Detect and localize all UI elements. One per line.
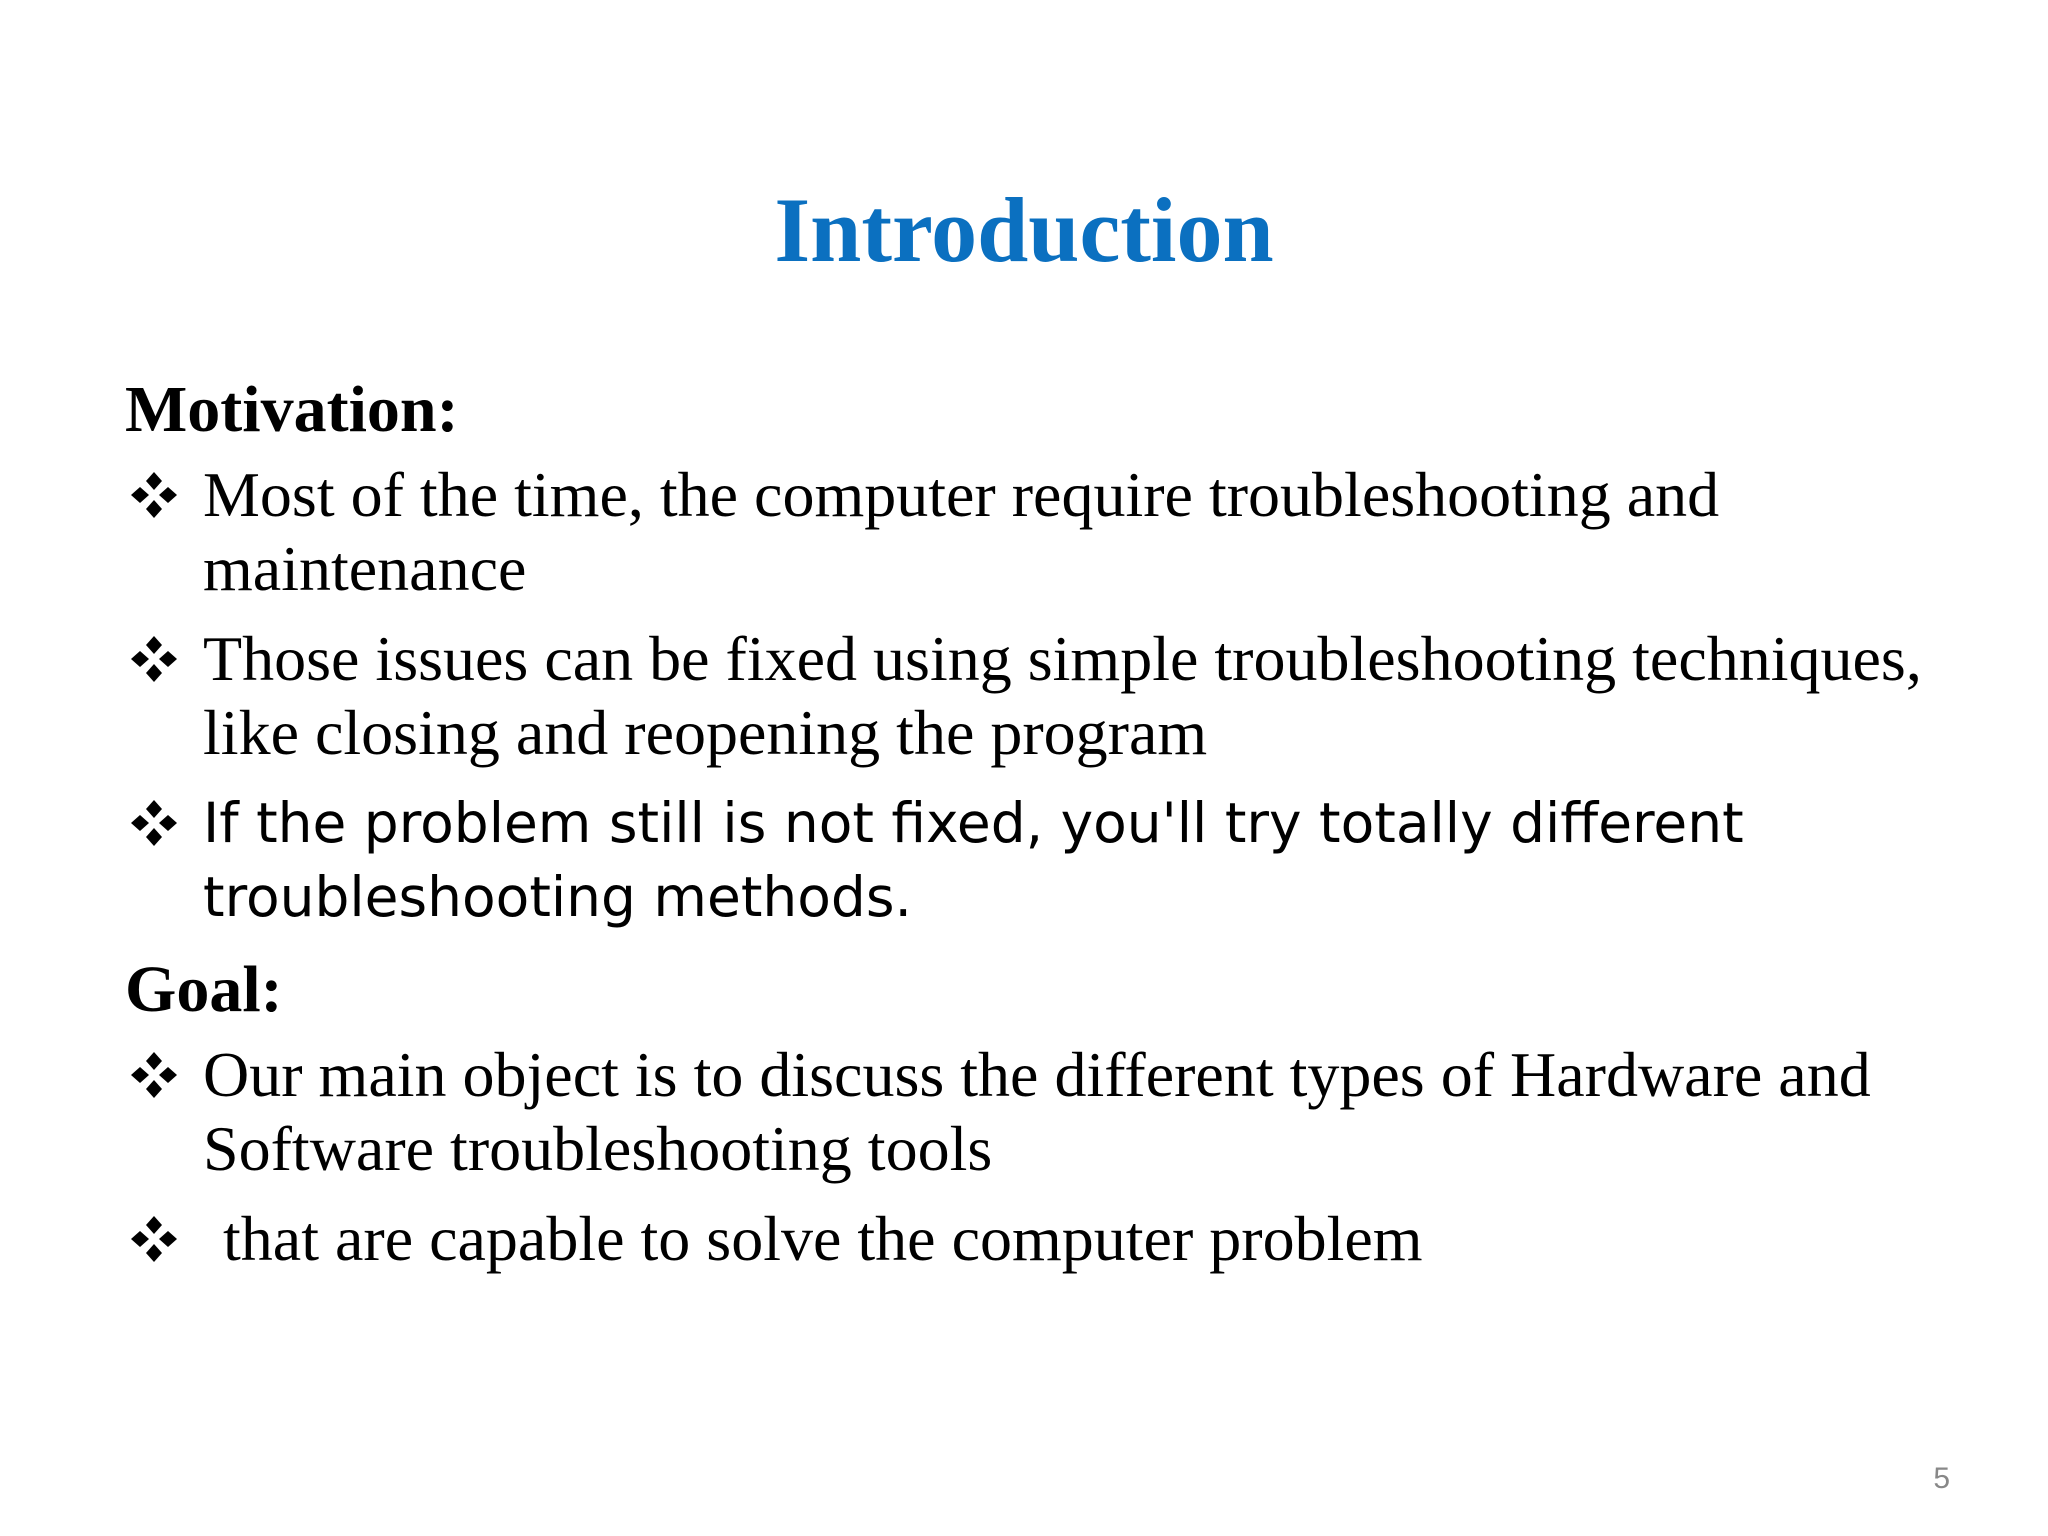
page-number: 5: [1933, 1462, 1950, 1495]
section-heading-motivation: Motivation:: [125, 373, 459, 446]
four-diamond-icon: [129, 470, 179, 520]
bullet-text: Most of the time, the computer require troubleshooting and maintenance: [203, 459, 1720, 604]
bullet-text: Our main object is to discuss the different types of Hardware and Software troubleshooting tools: [203, 1039, 1871, 1184]
four-diamond-icon: [129, 798, 179, 848]
bullet-item: [125, 1038, 1965, 1186]
bullet-item: [125, 786, 1965, 934]
bullet-item: [125, 622, 1965, 770]
slide-title: Introduction: [774, 179, 1274, 281]
four-diamond-icon: [129, 1050, 179, 1100]
bullet-item: [125, 1202, 1965, 1276]
four-diamond-icon: [129, 634, 179, 684]
section-heading-goal: Goal:: [125, 953, 283, 1026]
bullet-text: If the problem still is not fixed, you'll try totally different troubleshooting methods.: [203, 791, 1744, 929]
bullet-text: Those issues can be fixed using simple troubleshooting techniques, like closing and reopening the program: [203, 623, 1922, 768]
bullet-item: [125, 458, 1965, 606]
slide-content: [125, 370, 1965, 1292]
bullet-text: that are capable to solve the computer problem: [223, 1203, 1423, 1274]
four-diamond-icon: [129, 1214, 179, 1264]
